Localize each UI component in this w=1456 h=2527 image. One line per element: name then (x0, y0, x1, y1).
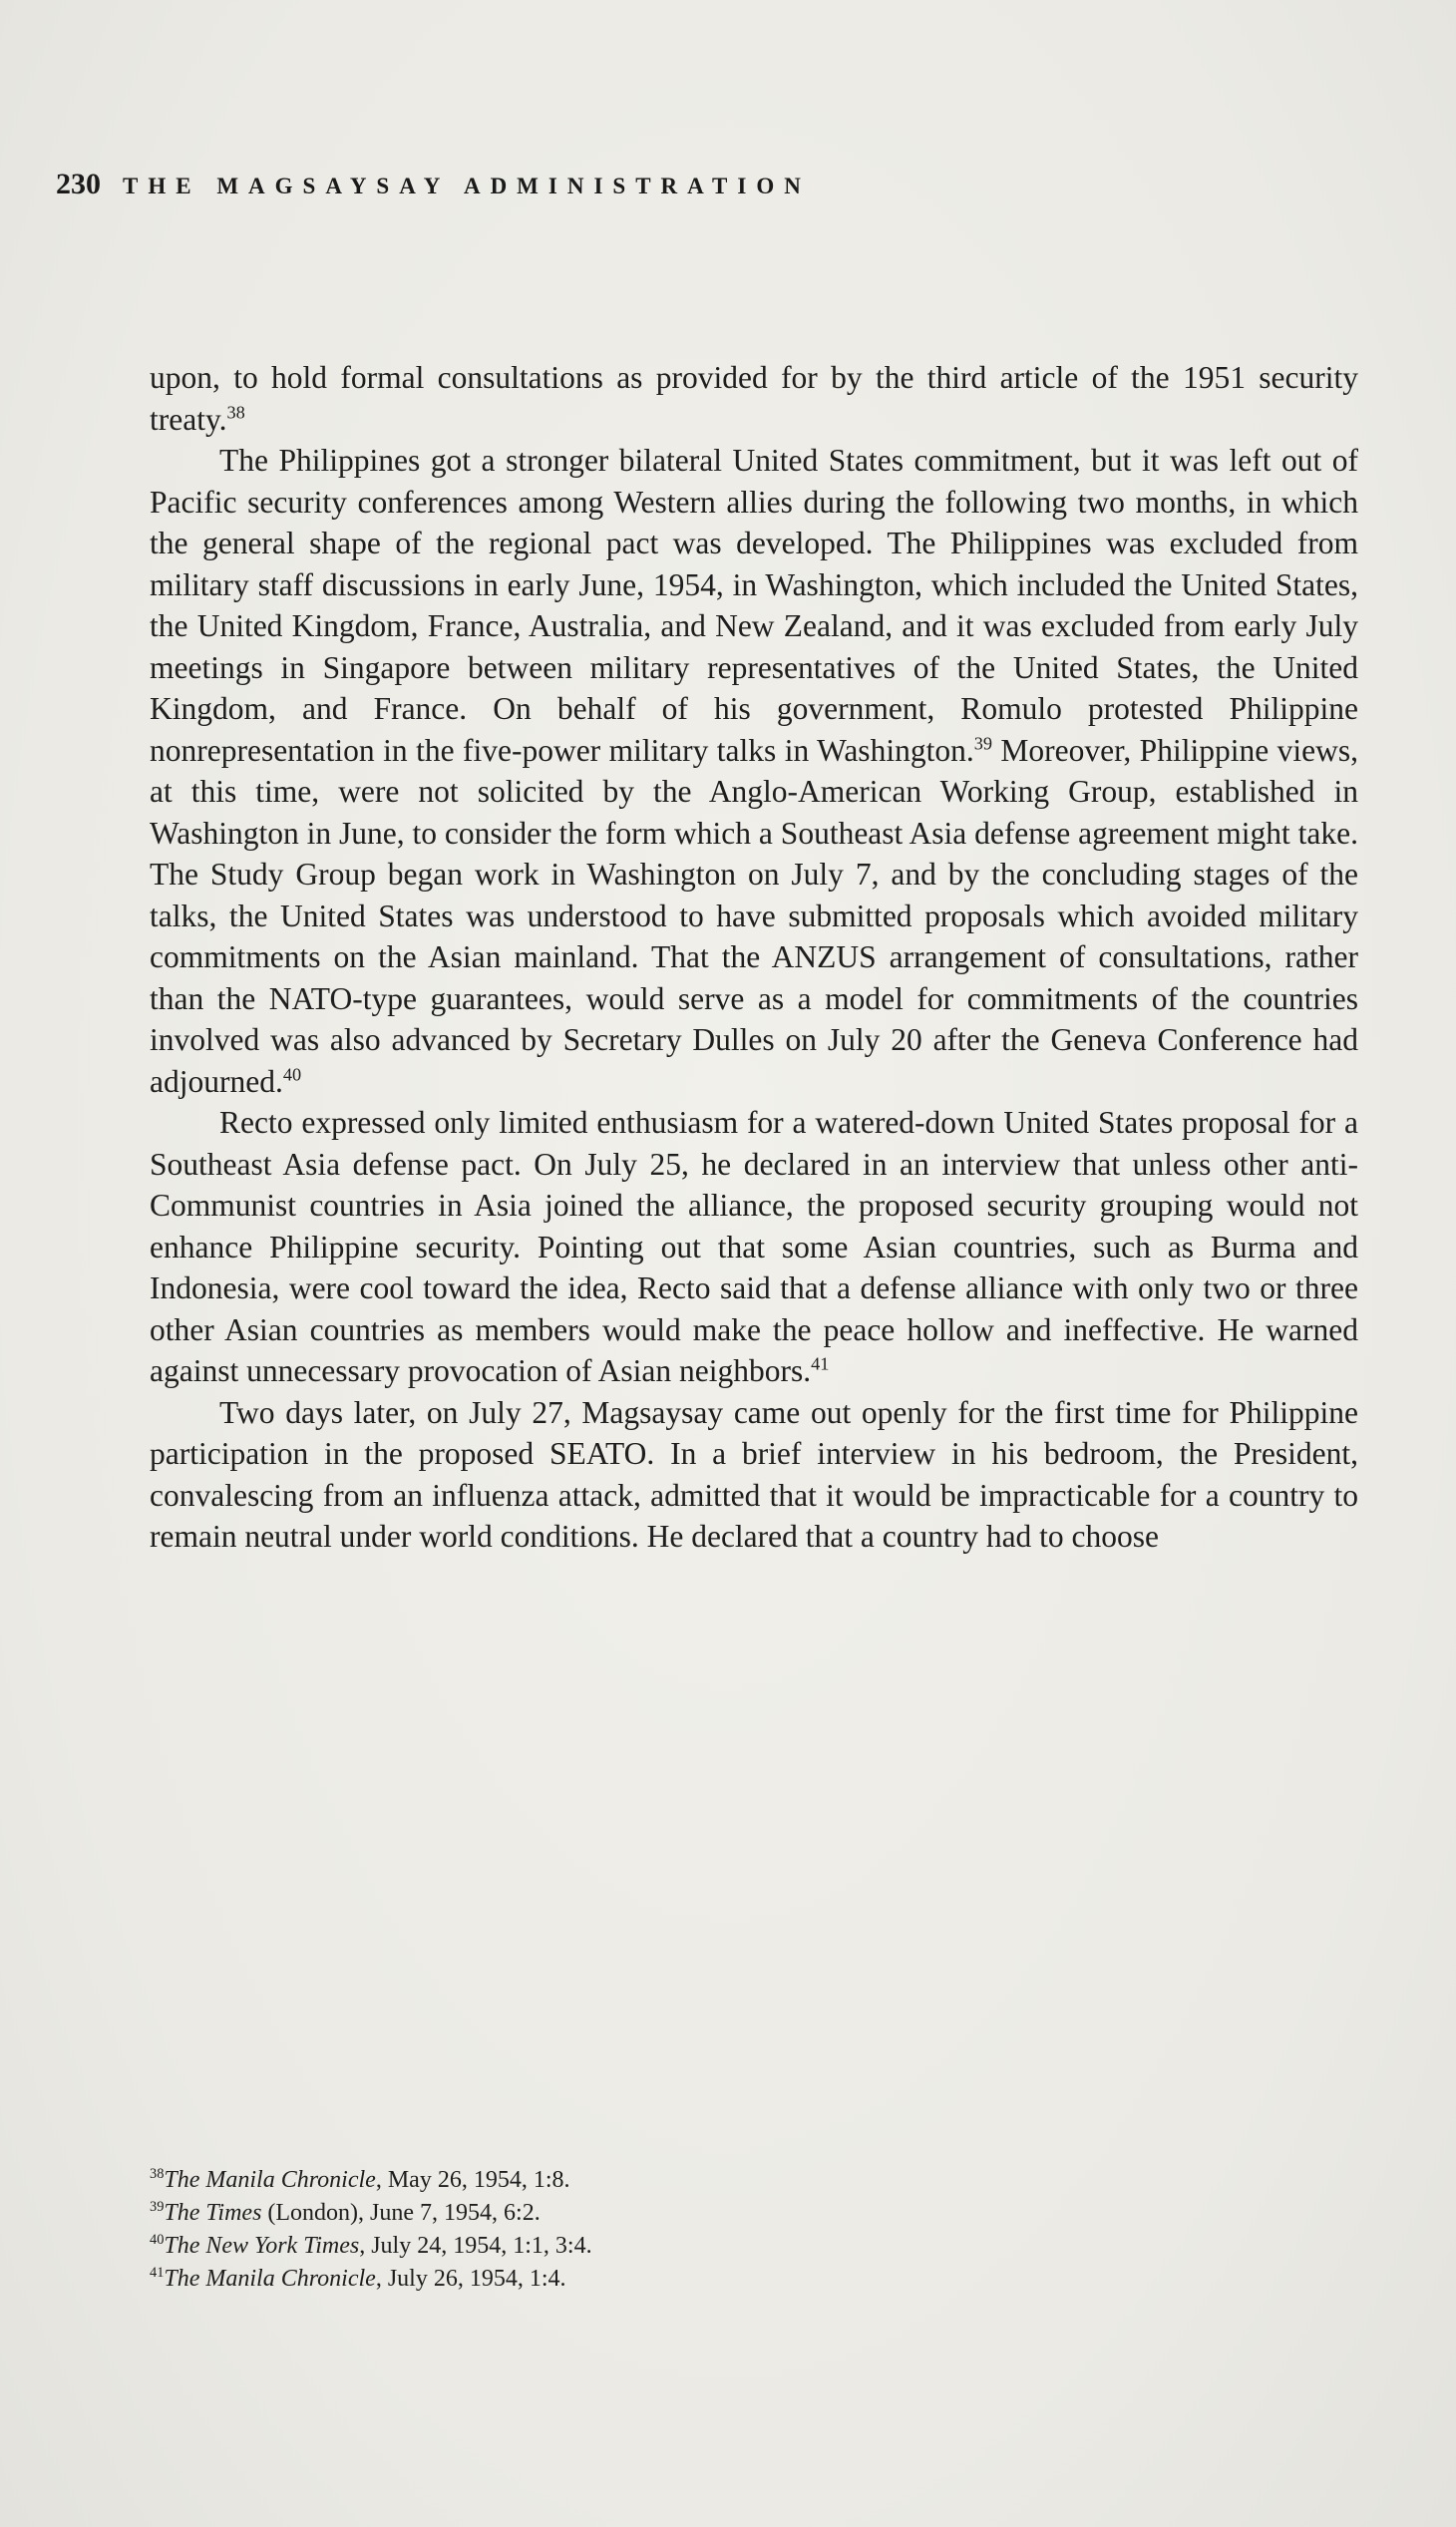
footnote-detail: , July 24, 1954, 1:1, 3:4. (359, 2233, 592, 2259)
footnote-number: 38 (150, 2166, 165, 2182)
footnote (150, 2197, 1147, 2230)
paragraph-text: upon, to hold formal consultations as provided for by the third article of the 1951 security treaty. (150, 360, 1358, 437)
page-number: 230 (56, 168, 101, 200)
footnote-ref: 39 (973, 733, 992, 753)
footnote-source: The Manila Chronicle (164, 2167, 376, 2193)
footnote (150, 2164, 1147, 2197)
footnote-detail: , July 26, 1954, 1:4. (375, 2266, 566, 2292)
footnotes (150, 2164, 1147, 2296)
paragraph (150, 1392, 1358, 1558)
footnote-detail: (London), June 7, 1954, 6:2. (261, 2200, 541, 2226)
paragraph-text: Moreover, Philippine views, at this time, were not solicited by the Anglo-American Working Group, established in Washington in June, to consider the form which a Southeast Asia defense agreement might take. The Study Group began work in Washington on July 7, and by the concluding stages of the talks, the United States was understood to have submitted proposals which avoided military commitments on the Asian mainland. That the ANZUS arrangement of consultations, rather than the NATO-type guarantees, would serve as a model for commitments of the countries involved was also advanced by Secretary Dulles on July 20 after the Geneva Conference had adjourned. (150, 732, 1358, 1099)
footnote-ref: 38 (226, 402, 245, 422)
footnote-number: 39 (150, 2199, 165, 2215)
footnote-ref: 41 (811, 1353, 830, 1374)
footnote (150, 2263, 1147, 2296)
paragraph-text: The Philippines got a stronger bilateral United States commitment, but it was left out of Pacific security conferences among Western allies during the following two months, in which the general shape of the regional pact was developed. The Philippines was excluded from military staff discussions in early June, 1954, in Washington, which included the United States, the United Kingdom, France, Australia, and New Zealand, and it was excluded from early July meetings in Singapore between military representatives of the United States, the United Kingdom, and France. On behalf of his government, Romulo protested Philippine nonrepresentation in the five-power military talks in Washington. (150, 443, 1358, 768)
footnote-number: 41 (150, 2265, 165, 2281)
running-head (56, 168, 811, 201)
body-text (150, 357, 1358, 1558)
running-title: THE MAGSAYSAY ADMINISTRATION (123, 174, 811, 198)
paragraph-text: Two days later, on July 27, Magsaysay came out openly for the first time for Philippine participation in the proposed SEATO. In a brief interview in his bedroom, the President, convalescing from an influenza attack, admitted that it would be impracticable for a country to remain neutral under world conditions. He declared that a country had to choose (150, 1394, 1358, 1554)
footnote-source: The Manila Chronicle (164, 2266, 376, 2292)
paragraph (150, 357, 1358, 440)
footnote-source: The Times (164, 2200, 262, 2226)
paragraph (150, 1102, 1358, 1392)
footnote-detail: , May 26, 1954, 1:8. (375, 2167, 570, 2193)
paragraph (150, 440, 1358, 1102)
footnote (150, 2230, 1147, 2263)
footnote-source: The New York Times (164, 2233, 360, 2259)
footnote-ref: 40 (282, 1064, 302, 1084)
paragraph-text: Recto expressed only limited enthusiasm for a watered-down United States proposal for a Southeast Asia defense pact. On July 25, he declared in an interview that unless other anti-Communist countries in Asia joined the alliance, the proposed security grouping would not enhance Philippine security. Pointing out that some Asian countries, such as Burma and Indonesia, were cool toward the idea, Recto said that a defense alliance with only two or three other Asian countries as members would make the peace hollow and ineffective. He warned against unnecessary provocation of Asian neighbors. (150, 1105, 1358, 1388)
footnote-number: 40 (150, 2232, 165, 2248)
